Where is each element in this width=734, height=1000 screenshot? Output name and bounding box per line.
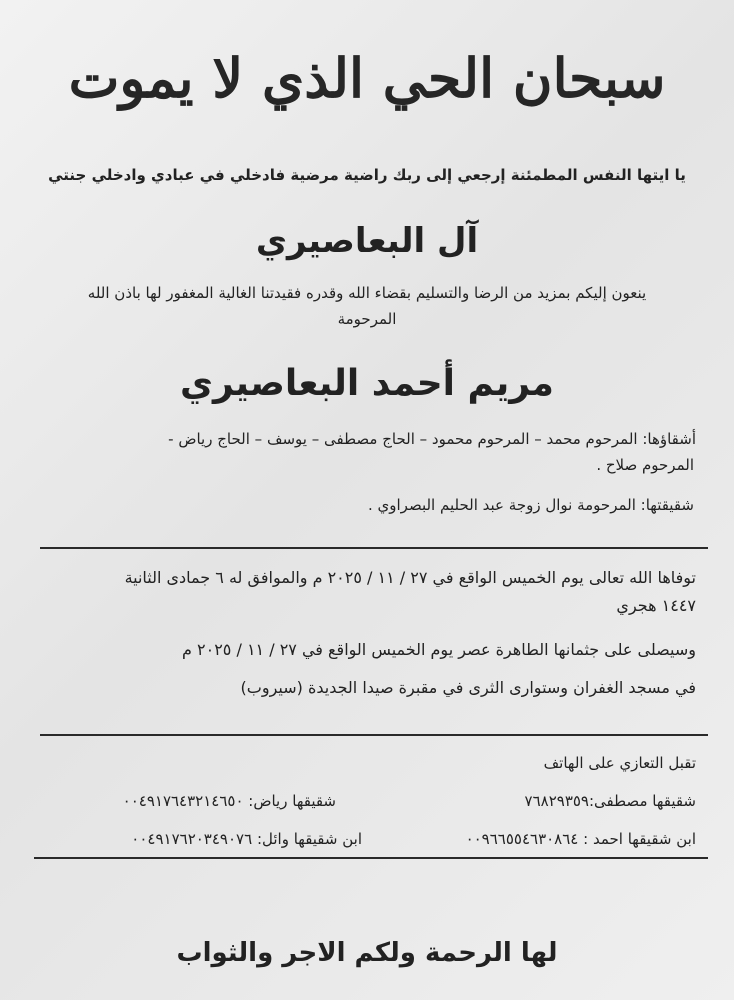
quran-verse: يا ايتها النفس المطمئنة إرجعي إلى ربك راضية مرضية فادخلي في عبادي وادخلي جنتي [48,166,686,184]
divider [40,547,708,549]
closing-phrase: لها الرحمة ولكم الاجر والثواب [176,938,558,968]
contact-wael [131,828,362,850]
contact-mustafa [525,790,696,812]
brothers-line-1: أشقاؤها: المرحوم محمد – المرحوم محمود – الحاج مصطفى – يوسف – الحاج رياض - [168,430,696,448]
contact-label: ابن شقيقها وائل: [256,830,362,848]
contact-number: ٠٠٤٩١٧٦٢٠٣٤٩٠٧٦ [131,830,253,848]
contact-number: ٠٠٤٩١٧٦٤٣٢١٤٦٥٠ [122,792,244,810]
divider [40,734,708,736]
brothers-line-2: المرحوم صلاح . [596,456,694,474]
contact-number: ٠٠٩٦٦٥٥٤٦٣٠٨٦٤ [465,830,579,848]
calligraphy-heading: سبحان الحي الذي لا يموت [68,46,666,110]
death-date-line-2: ١٤٤٧ هجري [616,596,696,615]
funeral-prayer-line-2: في مسجد الغفران وستوارى الثرى في مقبرة صيدا الجديدة (سيروب) [240,678,696,697]
contact-label: شقيقها مصطفى: [588,792,696,810]
announcement-line-2: المرحومة [337,310,397,328]
contact-label: ابن شقيقها احمد : [583,830,696,848]
death-date-line-1: توفاها الله تعالى يوم الخميس الواقع في ٢٧ / ١١ / ٢٠٢٥ م والموافق له ٦ جمادى الثانية [124,568,696,587]
contact-label: شقيقها رياض: [248,792,336,810]
funeral-prayer-line-1: وسيصلى على جثمانها الطاهرة عصر يوم الخميس الواقع في ٢٧ / ١١ / ٢٠٢٥ م [182,640,696,659]
contact-riad [123,790,336,812]
contact-number: ٧٦٨٢٩٣٥٩ [524,792,589,810]
contact-ahmad [466,828,696,850]
deceased-name: مريم أحمد البعاصيري [180,363,554,404]
condolence-header: تقبل التعازي على الهاتف [543,754,696,772]
announcement-line-1: ينعون إليكم بمزيد من الرضا والتسليم بقضاء الله وقدره فقيدتنا الغالية المغفور لها باذن الله [87,284,647,302]
family-name: آل البعاصيري [255,221,479,261]
divider [34,857,708,859]
sister-line: شقيقتها: المرحومة نوال زوجة عبد الحليم البصراوي . [367,496,694,514]
